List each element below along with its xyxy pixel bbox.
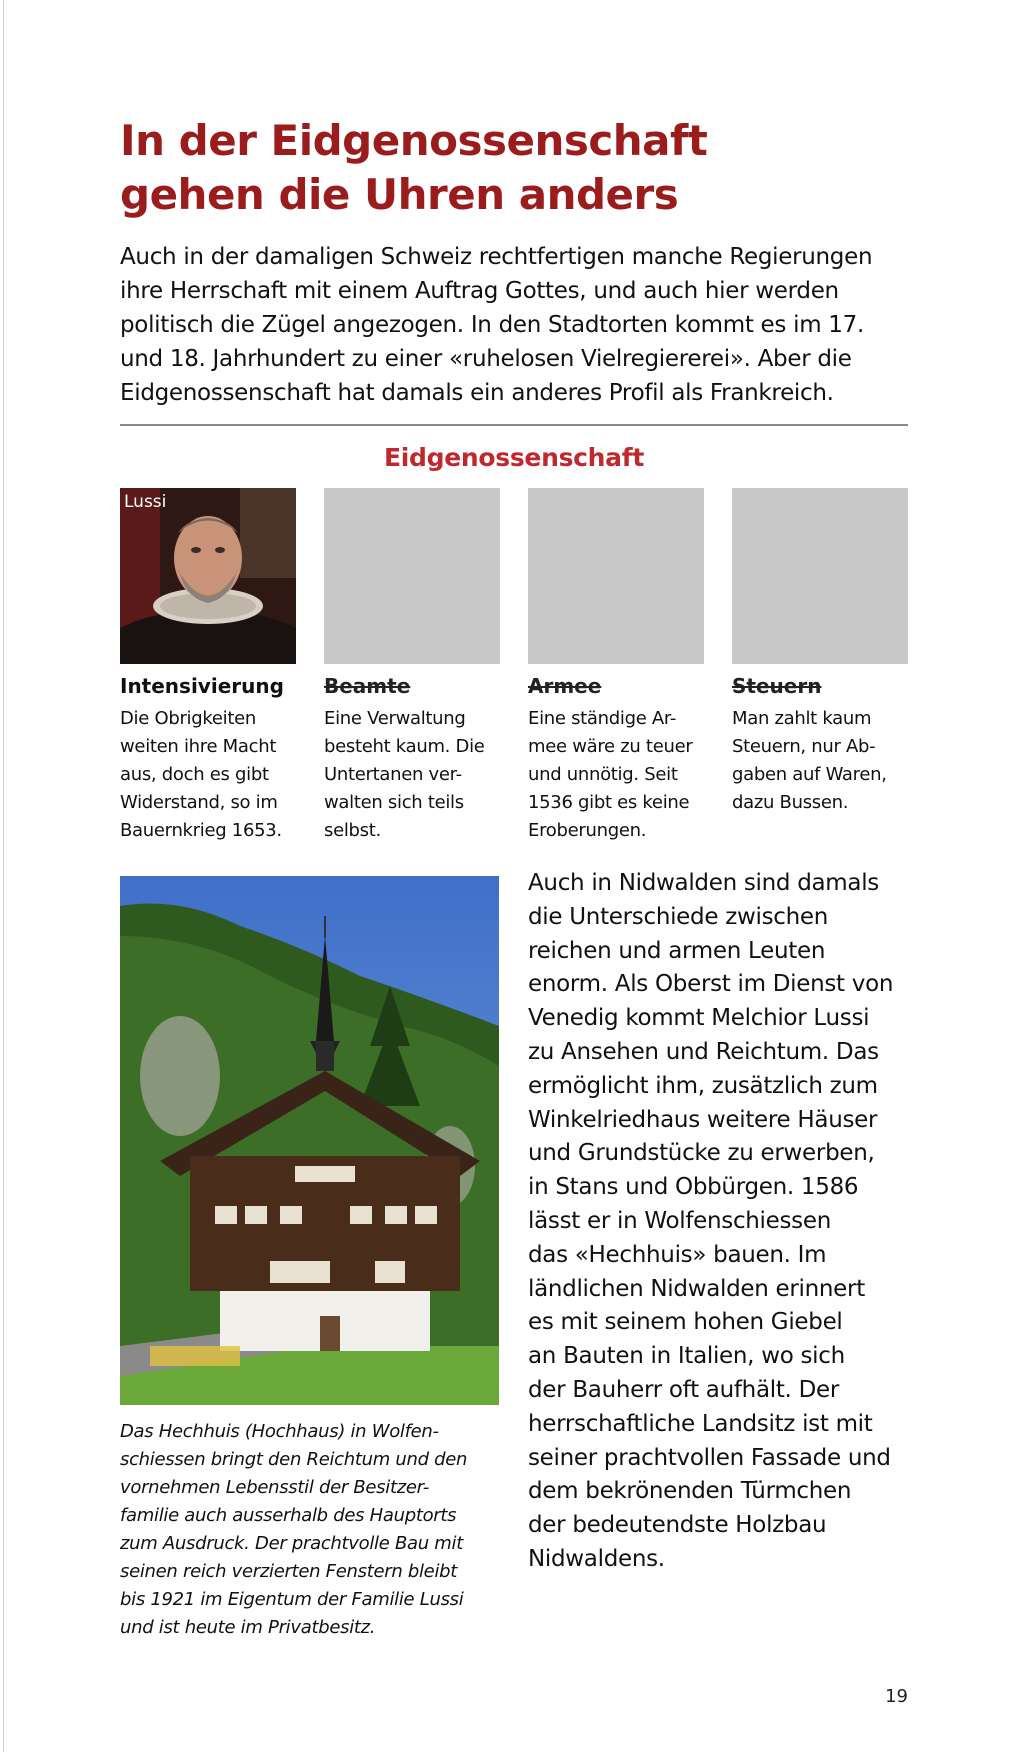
- body-paragraph: [528, 867, 923, 1577]
- caption-line: und ist heute im Privatbesitz.: [120, 1617, 376, 1638]
- body-line: ermöglicht ihm, zusätzlich zum: [528, 1072, 878, 1099]
- intro-line: ihre Herrschaft mit einem Auftrag Gottes, und auch hier werden: [120, 278, 839, 304]
- card-title-intensivierung: Intensivierung: [120, 674, 284, 698]
- card-text-line: Bauernkrieg 1653.: [120, 820, 282, 841]
- intro-line: und 18. Jahrhundert zu einer «ruhelosen Vielregiererei». Aber die: [120, 346, 852, 372]
- card-text-line: weiten ihre Macht: [120, 736, 277, 757]
- card-text-line: Die Obrigkeiten: [120, 708, 256, 729]
- photo-caption: [120, 1418, 510, 1642]
- armee-image-placeholder: [528, 488, 704, 664]
- body-line: an Bauten in Italien, wo sich: [528, 1343, 845, 1370]
- card-text-line: Widerstand, so im: [120, 792, 278, 813]
- body-line: reichen und armen Leuten: [528, 937, 826, 964]
- body-line: seiner prachtvollen Fassade und: [528, 1444, 891, 1471]
- body-line: Venedig kommt Melchior Lussi: [528, 1005, 870, 1032]
- beamte-image-placeholder: [324, 488, 500, 664]
- body-line: das «Hechhuis» bauen. Im: [528, 1241, 827, 1268]
- body-line: zu Ansehen und Reichtum. Das: [528, 1038, 879, 1065]
- section-heading: Eidgenossenschaft: [384, 443, 644, 472]
- hechhuis-photo: [120, 876, 499, 1405]
- body-line: herrschaftliche Landsitz ist mit: [528, 1410, 873, 1437]
- body-line: Winkelriedhaus weitere Häuser: [528, 1106, 878, 1133]
- card-text-line: selbst.: [324, 820, 381, 841]
- card-text-line: gaben auf Waren,: [732, 764, 887, 785]
- body-line: dem bekrönenden Türmchen: [528, 1478, 852, 1505]
- page-edge: [3, 0, 4, 1752]
- card-text-line: besteht kaum. Die: [324, 736, 485, 757]
- caption-line: bis 1921 im Eigentum der Familie Lussi: [120, 1589, 464, 1610]
- page-title: [120, 114, 920, 222]
- card-title-steuern: Steuern: [732, 674, 822, 698]
- card-title-armee: Armee: [528, 674, 602, 698]
- caption-line: schiessen bringt den Reichtum und den: [120, 1449, 468, 1470]
- card-text-line: 1536 gibt es keine: [528, 792, 690, 813]
- body-line: Auch in Nidwalden sind damals: [528, 870, 879, 896]
- caption-line: Das Hechhuis (Hochhaus) in Wolfen-: [120, 1421, 439, 1442]
- intro-line: Eidgenossenschaft hat damals ein anderes Profil als Frankreich.: [120, 380, 834, 406]
- title-line: gehen die Uhren anders: [120, 170, 679, 219]
- page-number: 19: [885, 1686, 908, 1707]
- card-text-line: Man zahlt kaum: [732, 708, 872, 729]
- lussi-portrait-image: [120, 488, 296, 664]
- portrait-label: Lussi: [124, 492, 167, 512]
- card-text-armee: [528, 705, 718, 845]
- intro-paragraph: [120, 240, 920, 410]
- card-text-line: und unnötig. Seit: [528, 764, 678, 785]
- card-text-line: mee wäre zu teuer: [528, 736, 693, 757]
- body-line: enorm. Als Oberst im Dienst von: [528, 971, 894, 998]
- body-line: der bedeutendste Holzbau: [528, 1512, 827, 1539]
- caption-line: seinen reich verzierten Fenstern bleibt: [120, 1561, 458, 1582]
- intro-line: politisch die Zügel angezogen. In den Stadtorten kommt es im 17.: [120, 312, 864, 338]
- card-text-line: Untertanen ver-: [324, 764, 462, 785]
- steuern-image-placeholder: [732, 488, 908, 664]
- card-text-line: Eine ständige Ar-: [528, 708, 677, 729]
- card-text-line: Eroberungen.: [528, 820, 647, 841]
- caption-line: zum Ausdruck. Der prachtvolle Bau mit: [120, 1533, 463, 1554]
- caption-line: vornehmen Lebensstil der Besitzer-: [120, 1477, 429, 1498]
- card-text-line: Steuern, nur Ab-: [732, 736, 876, 757]
- body-line: und Grundstücke zu erwerben,: [528, 1140, 875, 1167]
- body-line: die Unterschiede zwischen: [528, 903, 829, 930]
- card-text-beamte: [324, 705, 514, 845]
- section-divider: [120, 424, 908, 426]
- card-text-line: walten sich teils: [324, 792, 464, 813]
- card-text-intensivierung: [120, 705, 310, 845]
- intro-line: Auch in der damaligen Schweiz rechtfertigen manche Regierungen: [120, 244, 873, 270]
- card-text-line: Eine Verwaltung: [324, 708, 466, 729]
- body-line: es mit seinem hohen Giebel: [528, 1309, 843, 1336]
- body-line: der Bauherr oft aufhält. Der: [528, 1376, 839, 1403]
- card-text-line: dazu Bussen.: [732, 792, 849, 813]
- card-text-line: aus, doch es gibt: [120, 764, 269, 785]
- body-line: ländlichen Nidwalden erinnert: [528, 1275, 865, 1302]
- title-line: In der Eidgenossenschaft: [120, 116, 708, 165]
- caption-line: familie auch ausserhalb des Hauptorts: [120, 1505, 457, 1526]
- card-text-steuern: [732, 705, 922, 817]
- card-title-beamte: Beamte: [324, 674, 411, 698]
- body-line: lässt er in Wolfenschiessen: [528, 1207, 831, 1234]
- body-line: in Stans und Obbürgen. 1586: [528, 1174, 859, 1201]
- body-line: Nidwaldens.: [528, 1545, 665, 1572]
